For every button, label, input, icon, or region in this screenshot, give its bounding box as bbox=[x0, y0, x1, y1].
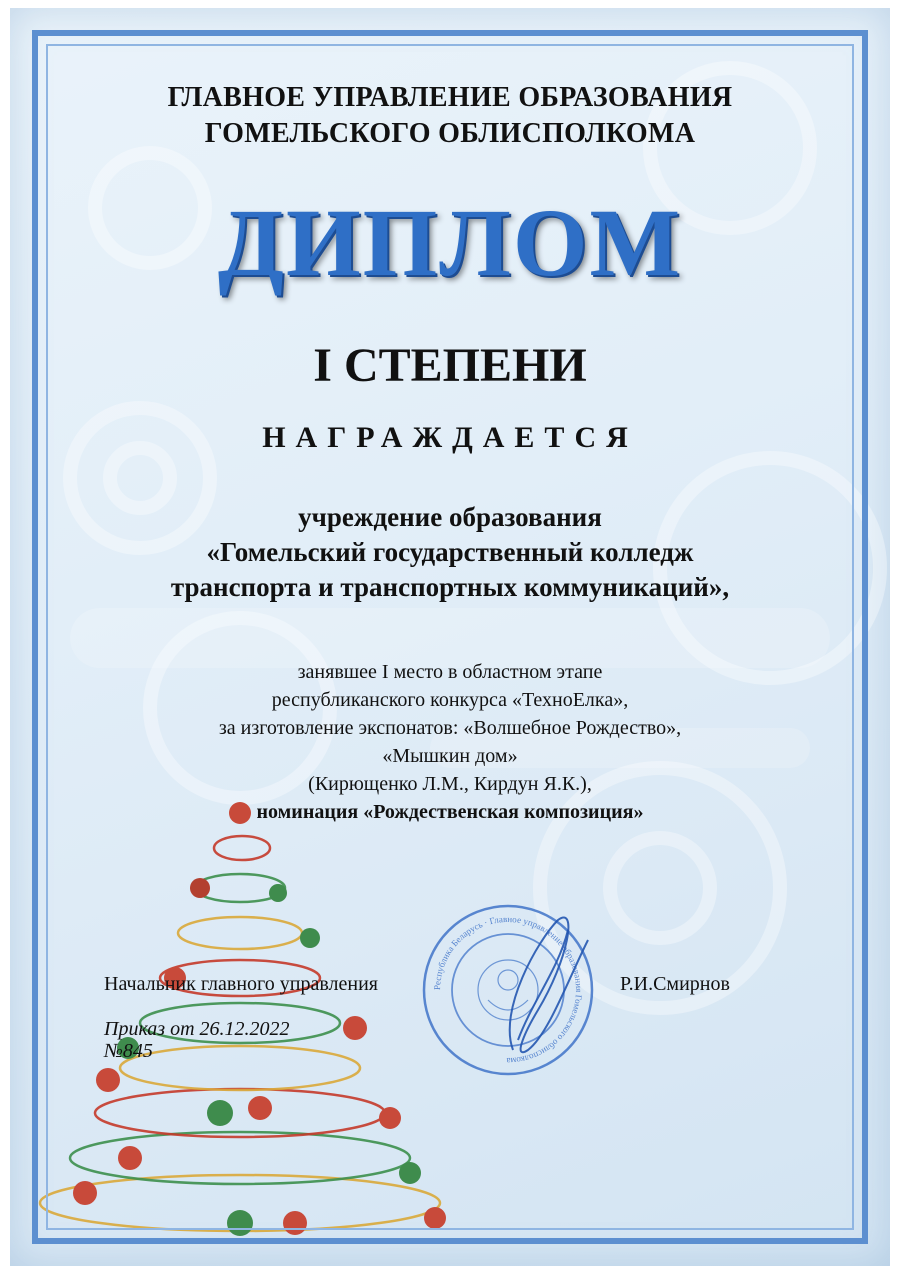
signatory-position: Начальник главного управления bbox=[104, 973, 378, 995]
recipient-line-1: учреждение образования bbox=[298, 502, 602, 532]
recipient-line-3: транспорта и транспортных коммуникаций», bbox=[170, 572, 730, 602]
official-seal bbox=[418, 900, 598, 1080]
recipient-line-2: «Гомельский государственный колледж bbox=[206, 537, 694, 567]
awarded-heading: НАГРАЖДАЕТСЯ bbox=[262, 421, 638, 454]
award-details bbox=[0, 658, 900, 826]
order-number: №845 bbox=[104, 1040, 153, 1062]
recipient-block bbox=[0, 500, 900, 605]
order-reference bbox=[104, 1018, 290, 1062]
diploma-title: ДИПЛОМ bbox=[217, 189, 683, 296]
issuer-line-2: ГОМЕЛЬСКОГО ОБЛИСПОЛКОМА bbox=[204, 118, 696, 149]
details-line-1: занявшее I место в областном этапе bbox=[297, 661, 603, 683]
issuer-line-1: ГЛАВНОЕ УПРАВЛЕНИЕ ОБРАЗОВАНИЯ bbox=[167, 82, 733, 113]
seal-ring-text: Республика Беларусь · Главное управление образования Гомельского облисполкома bbox=[431, 913, 585, 1067]
details-line-4: «Мышкин дом» bbox=[382, 745, 518, 767]
details-line-5: (Кирющенко Л.М., Кирдун Я.К.), bbox=[308, 773, 592, 795]
order-date: Приказ от 26.12.2022 bbox=[104, 1018, 290, 1040]
details-line-2: республиканского конкурса «ТехноЕлка», bbox=[271, 689, 629, 711]
issuer-header bbox=[0, 80, 900, 152]
details-line-3: за изготовление экспонатов: «Волшебное Рождество», bbox=[218, 717, 682, 739]
details-nomination: номинация «Рождественская композиция» bbox=[256, 801, 644, 823]
diploma-degree: I СТЕПЕНИ bbox=[313, 339, 587, 392]
signatory-name: Р.И.Смирнов bbox=[620, 973, 730, 995]
